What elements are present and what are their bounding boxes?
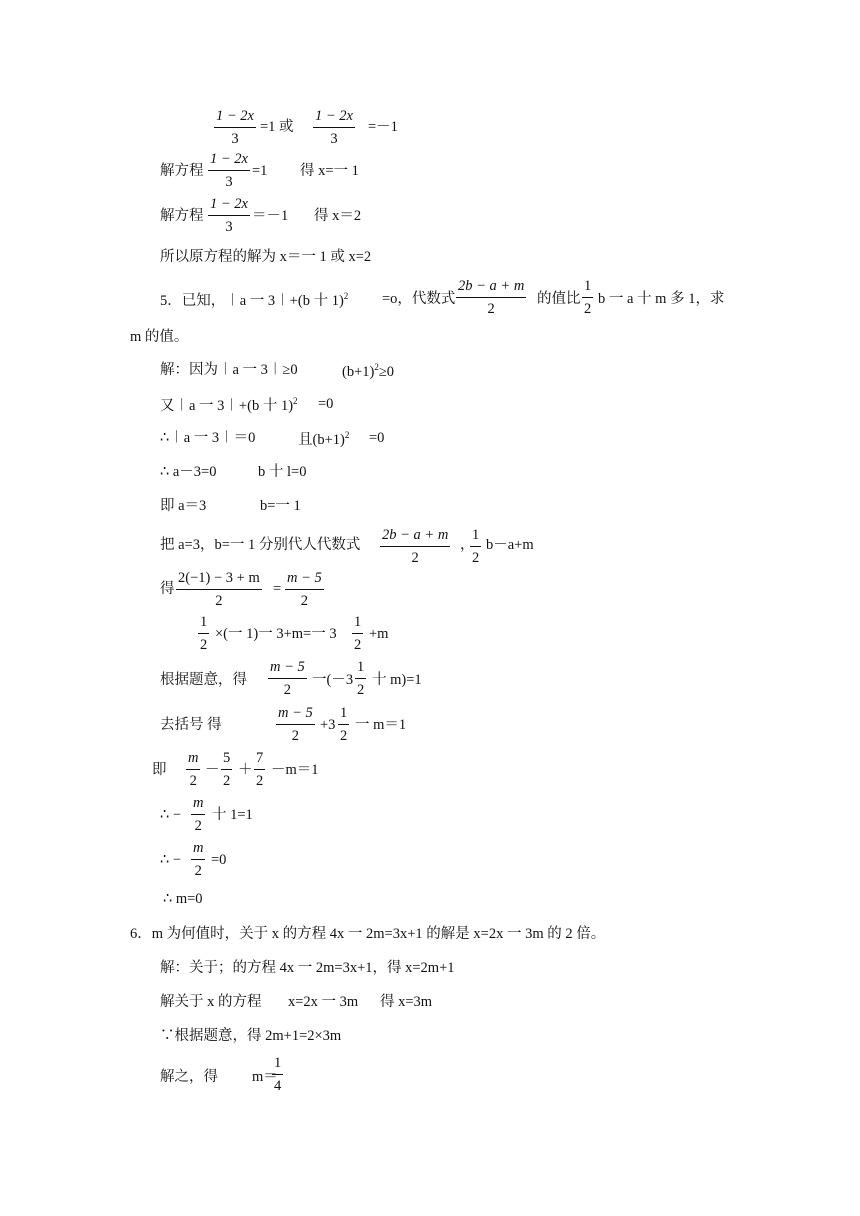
text: m 的值。 bbox=[130, 329, 189, 345]
fraction-numerator: 2b − a + m bbox=[458, 278, 525, 294]
fraction bbox=[214, 108, 256, 148]
fraction-numerator: 1 bbox=[200, 614, 208, 630]
fraction bbox=[198, 614, 209, 654]
fraction-numerator: m bbox=[188, 750, 199, 766]
text: = bbox=[273, 581, 282, 597]
text: 所以原方程的解为 x＝一 1 或 x=2 bbox=[160, 249, 372, 265]
fraction bbox=[221, 750, 232, 790]
text: 即 bbox=[152, 762, 167, 778]
fraction bbox=[313, 108, 355, 148]
text: 又︱a 一 3︱+(b 十 1) bbox=[160, 397, 294, 414]
fraction bbox=[338, 705, 349, 745]
numerator-text: 2(−1) − 3 + m bbox=[178, 570, 260, 586]
text: (b+1) bbox=[342, 363, 375, 380]
fraction-denominator: 2 bbox=[584, 301, 592, 317]
superscript: 2 bbox=[293, 396, 298, 406]
fraction-denominator: 2 bbox=[411, 550, 419, 566]
text: b=一 1 bbox=[260, 498, 301, 514]
fraction-denominator: 3 bbox=[231, 131, 239, 147]
fraction-denominator: 3 bbox=[225, 174, 233, 190]
fraction-numerator: 1 bbox=[354, 614, 362, 630]
text: b 一 a 十 m 多 1，求 bbox=[598, 291, 725, 307]
fraction-denominator: 2 bbox=[283, 682, 291, 698]
text: x=2x 一 3m bbox=[288, 994, 359, 1010]
text: 解之，得 bbox=[160, 1069, 218, 1085]
text: 把 a=3，b=一 1 分别代人代数式 bbox=[160, 537, 361, 553]
text: 的值比 bbox=[537, 291, 581, 307]
superscript: 2 bbox=[344, 430, 350, 440]
text: b 十 l=0 bbox=[258, 464, 307, 480]
text: －m＝1 bbox=[271, 762, 319, 778]
text: +m bbox=[369, 626, 389, 642]
text: ∵根据题意，得 2m+1=2×3m bbox=[160, 1028, 342, 1044]
fraction-numerator: 1 − 2x bbox=[210, 196, 248, 212]
text: +3 bbox=[320, 717, 336, 733]
fraction-denominator: 2 bbox=[194, 818, 202, 834]
text: =o，代数式 bbox=[382, 291, 456, 307]
fraction bbox=[254, 750, 265, 790]
text: =1 bbox=[252, 163, 268, 179]
text: 得 x＝2 bbox=[314, 208, 362, 224]
text: ∴ − bbox=[160, 807, 182, 823]
superscript: 2 bbox=[374, 362, 379, 372]
text: m＝ bbox=[252, 1069, 278, 1085]
fraction-denominator: 2 bbox=[194, 863, 202, 879]
fraction-numerator: 1 bbox=[340, 705, 348, 721]
text: =0 bbox=[318, 396, 334, 412]
fraction-numerator: 1 bbox=[357, 659, 365, 675]
text: ∴ a－3=0 bbox=[160, 464, 217, 480]
fraction bbox=[186, 750, 200, 790]
text: 即 a＝3 bbox=[160, 498, 207, 514]
fraction-numerator: m − 5 bbox=[278, 705, 313, 721]
fraction bbox=[355, 659, 366, 699]
text: 一(－3 bbox=[312, 672, 354, 688]
text: 去括号 得 bbox=[160, 717, 222, 733]
fraction-numerator: 1 bbox=[584, 278, 592, 294]
fraction-denominator: 3 bbox=[330, 131, 338, 147]
fraction bbox=[456, 278, 526, 318]
fraction-denominator: 2 bbox=[291, 728, 299, 744]
text: 十 m)=1 bbox=[372, 672, 422, 688]
fraction bbox=[268, 659, 307, 699]
fraction-numerator: m bbox=[193, 795, 204, 811]
fraction-numerator: 1 bbox=[274, 1055, 282, 1071]
text: =0 bbox=[369, 430, 385, 446]
fraction bbox=[208, 151, 250, 191]
text: ≥0 bbox=[378, 363, 395, 380]
fraction-numerator: m − 5 bbox=[287, 570, 322, 586]
text: 根据题意，得 bbox=[160, 672, 247, 688]
text: － bbox=[205, 762, 220, 778]
fraction-denominator: 2 bbox=[357, 682, 365, 698]
text: ∴︱a 一 3︱＝0 bbox=[160, 430, 256, 446]
text bbox=[298, 431, 349, 447]
fraction-numerator: 2b − a + m bbox=[382, 527, 449, 543]
fraction-denominator: 2 bbox=[215, 593, 223, 609]
fraction-numerator: 1 bbox=[472, 527, 480, 543]
text: 一 m＝1 bbox=[355, 717, 407, 733]
fraction bbox=[352, 614, 363, 654]
fraction bbox=[276, 705, 315, 745]
text: 解方程 bbox=[160, 208, 204, 224]
fraction-numerator: m − 5 bbox=[270, 659, 305, 675]
fraction bbox=[285, 570, 324, 610]
text: 得 bbox=[160, 581, 175, 597]
fraction-numerator: 5 bbox=[223, 750, 231, 766]
fraction-denominator: 2 bbox=[300, 593, 308, 609]
fraction bbox=[191, 840, 205, 880]
fraction bbox=[582, 278, 593, 318]
text: 解关于 x 的方程 bbox=[160, 994, 262, 1010]
text: 解：关于；的方程 4x 一 2m=3x+1，得 x=2m+1 bbox=[160, 960, 455, 976]
text: b－a+m bbox=[486, 537, 534, 553]
text: 十 1=1 bbox=[212, 807, 253, 823]
text: 得 x=一 1 bbox=[300, 163, 359, 179]
question-5 bbox=[160, 292, 348, 308]
text bbox=[160, 397, 298, 413]
text: 且(b+1) bbox=[298, 431, 345, 448]
text: =－1 bbox=[368, 119, 398, 135]
fraction-denominator: 2 bbox=[472, 550, 480, 566]
fraction-denominator: 2 bbox=[189, 773, 197, 789]
fraction bbox=[470, 527, 481, 567]
fraction-numerator: 1 − 2x bbox=[210, 151, 248, 167]
fraction-numerator: 1 − 2x bbox=[315, 108, 353, 124]
fraction-denominator: 3 bbox=[225, 219, 233, 235]
fraction-denominator: 4 bbox=[274, 1078, 282, 1094]
text: =0 bbox=[211, 852, 227, 868]
fraction bbox=[380, 527, 450, 567]
fraction bbox=[272, 1055, 283, 1095]
text: ， bbox=[460, 537, 475, 553]
fraction bbox=[176, 570, 262, 610]
text: ＋ bbox=[238, 762, 253, 778]
text bbox=[342, 363, 394, 379]
fraction bbox=[208, 196, 250, 236]
text: ∴ m=0 bbox=[163, 891, 203, 907]
fraction-numerator: 1 − 2x bbox=[216, 108, 254, 124]
fraction bbox=[191, 795, 205, 835]
fraction-denominator: 2 bbox=[200, 637, 208, 653]
superscript: 2 bbox=[343, 291, 349, 301]
text: 5．已知，︱a 一 3︱+(b 十 1) bbox=[160, 292, 344, 309]
fraction-denominator: 2 bbox=[340, 728, 348, 744]
fraction-denominator: 2 bbox=[256, 773, 264, 789]
fraction-numerator: m bbox=[193, 840, 204, 856]
text: =1 或 bbox=[260, 119, 294, 135]
fraction-numerator bbox=[176, 570, 262, 589]
text: ＝－1 bbox=[252, 208, 289, 224]
text: ∴ − bbox=[160, 852, 182, 868]
fraction-denominator: 2 bbox=[354, 637, 362, 653]
fraction-denominator: 2 bbox=[487, 301, 495, 317]
question-6: 6．m 为何值时，关于 x 的方程 4x 一 2m=3x+1 的解是 x=2x 一 3m 的 2 倍。 bbox=[130, 926, 606, 942]
text: ×(一 1)一 3+m=一 3 bbox=[215, 626, 337, 642]
fraction-numerator: 7 bbox=[256, 750, 264, 766]
text: 解方程 bbox=[160, 163, 204, 179]
fraction-denominator: 2 bbox=[223, 773, 231, 789]
text: 得 x=3m bbox=[380, 994, 433, 1010]
text: 解：因为︱a 一 3︱≥0 bbox=[160, 362, 298, 378]
